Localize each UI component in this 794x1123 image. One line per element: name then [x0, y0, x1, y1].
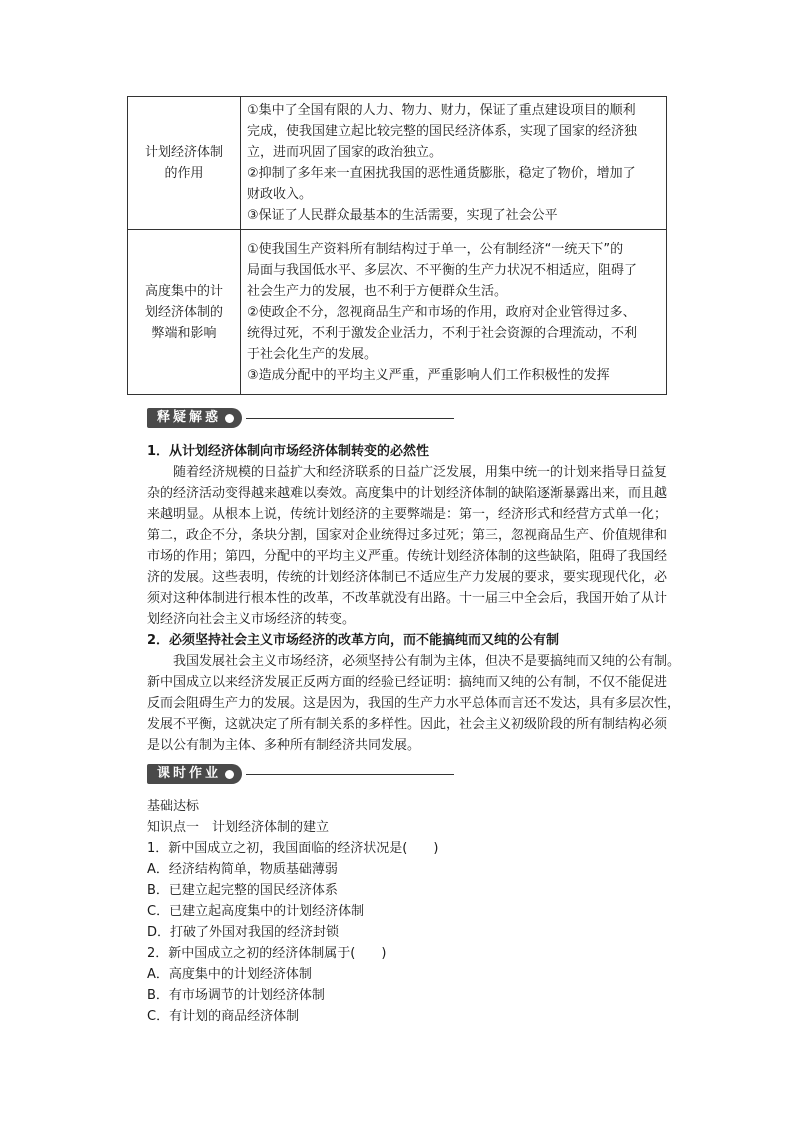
paragraph-line: 市场的作用；第四，分配中的平均主义严重。传统计划经济体制的这些缺陷，阻碍了我国经: [147, 549, 668, 564]
knowledge-point: 知识点一 计划经济体制的建立: [147, 820, 330, 835]
content-line: ③保证了人民群众最基本的生活需要，实现了社会公平: [247, 208, 558, 223]
content-line: 完成，使我国建立起比较完整的国民经济体系，实现了国家的经济独: [247, 124, 638, 139]
content-line: 立，进而巩固了国家的政治独立。: [247, 145, 443, 160]
content-line: ②抑制了多年来一直困扰我国的恶性通货膨胀，稳定了物价，增加了: [247, 166, 636, 181]
banner-tag: [147, 408, 242, 428]
paragraph-line: 我国发展社会主义市场经济，必须坚持公有制为主体，但决不是要搞纯而又纯的公有制。: [173, 654, 681, 669]
qa-section: [147, 441, 681, 756]
content-line: 财政收入。: [247, 187, 313, 202]
section-banner-qa: [147, 408, 454, 428]
level-heading: 基础达标: [147, 799, 200, 814]
label-line: 划经济体制的: [144, 304, 223, 320]
banner-rule: [246, 418, 454, 419]
paragraph-line: 杂的经济活动变得越来越难以奏效。高度集中的计划经济体制的缺陷逐渐暴露出来，而且越: [147, 486, 668, 501]
content-line: ③造成分配中的平均主义严重，严重影响人们工作积极性的发挥: [247, 367, 610, 383]
row-content: [241, 230, 667, 395]
section-heading: 2．必须坚持社会主义市场经济的改革方向，而不能搞纯而又纯的公有制: [147, 633, 560, 648]
content-line: 社会生产力的发展，也不利于方便群众生活。: [247, 283, 508, 299]
exercise-section: [147, 796, 438, 1027]
paragraph-line: 是以公有制为主体、多种所有制经济共同发展。: [147, 738, 421, 753]
bullet-dot-icon: [225, 414, 234, 423]
content-line: ①集中了全国有限的人力、物力、财力，保证了重点建设项目的顺利: [247, 103, 636, 118]
question: 1．新中国成立之初，我国面临的经济状况是( ): [147, 841, 439, 856]
paragraph-line: 反而会阻碍生产力的发展。这是因为，我国的生产力水平总体而言还不发达，具有多层次性，: [147, 696, 681, 711]
content-line: 于社会化生产的发展。: [247, 346, 378, 362]
label-line: 弊端和影响: [151, 325, 217, 341]
content-line: 统得过死，不利于激发企业活力，不利于社会资源的合理流动，不利: [247, 325, 638, 341]
banner-rule: [246, 774, 454, 775]
content-line: ①使我国生产资料所有制结构过于单一，公有制经济“一统天下”的: [247, 241, 624, 257]
paragraph-line: 第二，政企不分，条块分割，国家对企业统得过多过死；第三，忽视商品生产、价值规律和: [147, 528, 668, 543]
table-row: [128, 230, 667, 395]
option: C．已建立起高度集中的计划经济体制: [147, 904, 365, 919]
paragraph-line: 划经济向社会主义市场经济的转变。: [147, 612, 356, 627]
row-label: [128, 97, 241, 230]
option: B．有市场调节的计划经济体制: [147, 988, 325, 1003]
content-line: ②使政企不分，忽视商品生产和市场的作用，政府对企业管得过多、: [247, 304, 636, 320]
table-row: [128, 97, 667, 230]
option: D．打破了外国对我国的经济封锁: [147, 925, 340, 940]
section-heading: 1．从计划经济体制向市场经济体制转变的必然性: [147, 444, 430, 459]
option: B．已建立起完整的国民经济体系: [147, 883, 338, 898]
label-line: 计划经济体制: [144, 145, 223, 160]
paragraph-line: 发展不平衡，这就决定了所有制关系的多样性。因此，社会主义初级阶段的所有制结构必须: [147, 717, 668, 732]
paragraph-line: 新中国成立以来经济发展正反两方面的经验已经证明：搞纯而又纯的公有制，不仅不能促进: [147, 675, 668, 690]
paragraph-line: 来越明显。从根本上说，传统计划经济的主要弊端是：第一，经济形式和经营方式单一化；: [147, 507, 668, 522]
row-label: [128, 230, 241, 395]
row-content: [241, 97, 667, 230]
label-line: 高度集中的计: [144, 283, 223, 299]
question: 2．新中国成立之初的经济体制属于( ): [147, 946, 387, 961]
paragraph-line: 济的发展。这些表明，传统的计划经济体制已不适应生产力发展的要求，要实现现代化，必: [147, 570, 668, 585]
banner-tag: [147, 764, 242, 784]
option: A．经济结构简单，物质基础薄弱: [147, 862, 338, 877]
banner-label: 释疑解惑: [157, 410, 222, 425]
banner-label: 课时作业: [157, 766, 222, 781]
content-line: 局面与我国低水平、多层次、不平衡的生产力状况不相适应，阻碍了: [247, 262, 638, 278]
paragraph-line: 须对这种体制进行根本性的改革，不改革就没有出路。十一届三中全会后，我国开始了从计: [147, 591, 668, 606]
option: A．高度集中的计划经济体制: [147, 967, 312, 982]
summary-table: [127, 96, 667, 395]
section-banner-homework: [147, 764, 454, 784]
option: C．有计划的商品经济体制: [147, 1009, 300, 1024]
label-line: 的作用: [164, 166, 204, 181]
paragraph-line: 随着经济规模的日益扩大和经济联系的日益广泛发展，用集中统一的计划来指导日益复: [173, 465, 668, 480]
bullet-dot-icon: [225, 770, 234, 779]
